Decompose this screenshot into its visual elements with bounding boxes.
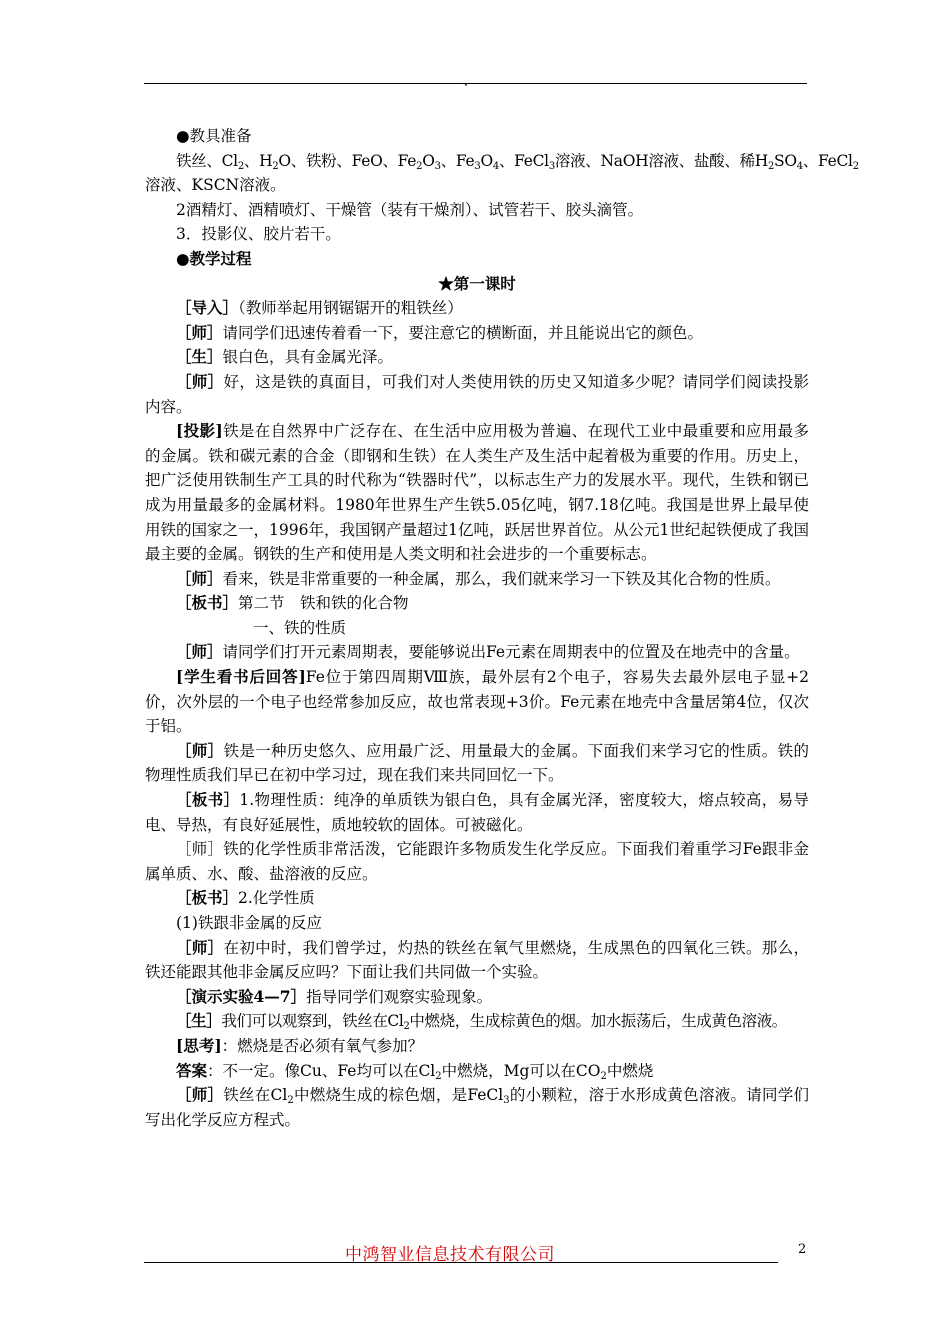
teacher-line: ［师］铁的化学性质非常活泼，它能跟许多物质发生化学反应。下面我们着重学习Fe跟非金属单质、水、酸、盐溶液的反应。 <box>145 840 809 883</box>
student-answer: [学生看书后回答]Fe位于第四周期Ⅷ族，最外层有2个电子，容易失去最外层电子显+2价，次外层的一个电子也经常参加反应，故也常表现+3价。Fe元素在地壳中含量居第4位，仅次于铝。 <box>145 667 809 736</box>
demo-line: ［演示实验4—7］指导同学们观察实验现象。 <box>176 986 493 1006</box>
teacher-line: ［师］铁是一种历史悠久、应用最广泛、用量最大的金属。下面我们来学习它的性质。铁的物理性质我们早已在初中学习过，现在我们来共同回忆一下。 <box>145 740 809 785</box>
section-process: ●教学过程 <box>176 248 252 268</box>
equipment-item-3: 3．投影仪、胶片若干。 <box>176 225 341 244</box>
teacher-line: ［师］好，这是铁的真面目，可我们对人类使用铁的历史又知道多少呢？请同学们阅读投影内容。 <box>145 371 809 416</box>
equipment-item-2: 2酒精灯、酒精喷灯、干燥管（装有干燥剂）、试管若干、胶头滴管。 <box>176 200 644 219</box>
header-rule <box>144 83 807 84</box>
teacher-line: ［师］在初中时，我们曾学过，灼热的铁丝在氧气里燃烧，生成黑色的四氧化三铁。那么，铁还能跟其他非金属反应吗？下面让我们共同做一个实验。 <box>145 937 809 982</box>
teacher-line: ［师］铁丝在$Cl_2$中燃烧生成的棕色烟，是FeCl$_3$的小颗粒，溶于水形成黄色溶液。请同学们写出化学反应方程式。 <box>145 1085 809 1129</box>
footer-rule <box>144 1262 778 1263</box>
teacher-line: ［师］看来，铁是非常重要的一种金属，那么，我们就来学习一下铁及其化合物的性质。 <box>176 568 781 588</box>
teacher-line: ［师］请同学们迅速传着看一下，要注意它的横断面，并且能说出它的颜色。 <box>176 322 704 342</box>
subheading-iron-properties: 一、铁的性质 <box>253 618 347 637</box>
board-line: ［板书］1.物理性质：纯净的单质铁为银白色，具有金属光泽，密度较大，熔点较高，易导电、导热，有良好延展性，质地较软的固体。可被磁化。 <box>145 790 809 834</box>
footer-company: 中鸿智业信息技术有限公司 <box>345 1245 555 1265</box>
projection-paragraph: [投影]铁是在自然界中广泛存在、在生活中应用极为普遍、在现代工业中最重要和应用最多的金属。铁和碳元素的合金（即钢和生铁）在人类生产及生活中起着极为重要的作用。历史上，把广泛使用铁制生产工具的时代称为“铁器时代”，以标志生产力的发展水平。现代，生铁和钢已成为用量最多的金属材料。1980年世界生产生铁5.05亿吨，钢7.18亿吨。我国是世界上最早使用铁的国家之一，1996年，我国钢产量超过1亿吨，跃居世界首位。从公元1世纪起铁便成了我国最主要的金属。钢铁的生产和使用是人类文明和社会进步的一个重要标志。 <box>145 421 809 564</box>
student-line: ［生］我们可以观察到，铁丝在$Cl_2$中燃烧，生成棕黄色的烟。加水振荡后，生成黄色溶液。 <box>176 1011 787 1033</box>
answer-line: 答案：不一定。像Cu、Fe均可以在$Cl_2$中燃烧，Mg可以在$CO_2$中燃烧 <box>176 1060 654 1082</box>
intro-line: ［导入］（教师举起用钢锯锯开的粗铁丝） <box>176 298 463 318</box>
lesson-title: ★第一课时 <box>438 273 516 293</box>
document-body <box>145 124 859 1132</box>
equipment-list-cont: 溶液、KSCN溶液。 <box>145 176 286 195</box>
teacher-line: ［师］请同学们打开元素周期表，要能够说出Fe元素在周期表中的位置及在地壳中的含量。 <box>176 642 800 662</box>
student-line: ［生］银白色，具有金属光泽。 <box>176 347 394 367</box>
board-line: ［板书］2.化学性质 <box>176 888 315 908</box>
section-equipment: ●教具准备 <box>176 127 252 145</box>
think-line: [思考]：燃烧是否必须有氧气参加？ <box>176 1035 424 1055</box>
equipment-list: 铁丝、$Cl_2$、$H_2O$、铁粉、FeO、$Fe_2O_3$、$Fe_3O_4$、FeCl$_3$溶液、NaOH溶液、盐酸、稀$H_2SO_4$、FeCl$_2$ <box>176 151 859 172</box>
header-mark: 、 <box>463 74 477 89</box>
board-line: ［板书］第二节 铁和铁的化合物 <box>176 593 409 613</box>
subheading-nonmetal: (1)铁跟非金属的反应 <box>176 914 322 932</box>
page-number: 2 <box>798 1242 807 1257</box>
